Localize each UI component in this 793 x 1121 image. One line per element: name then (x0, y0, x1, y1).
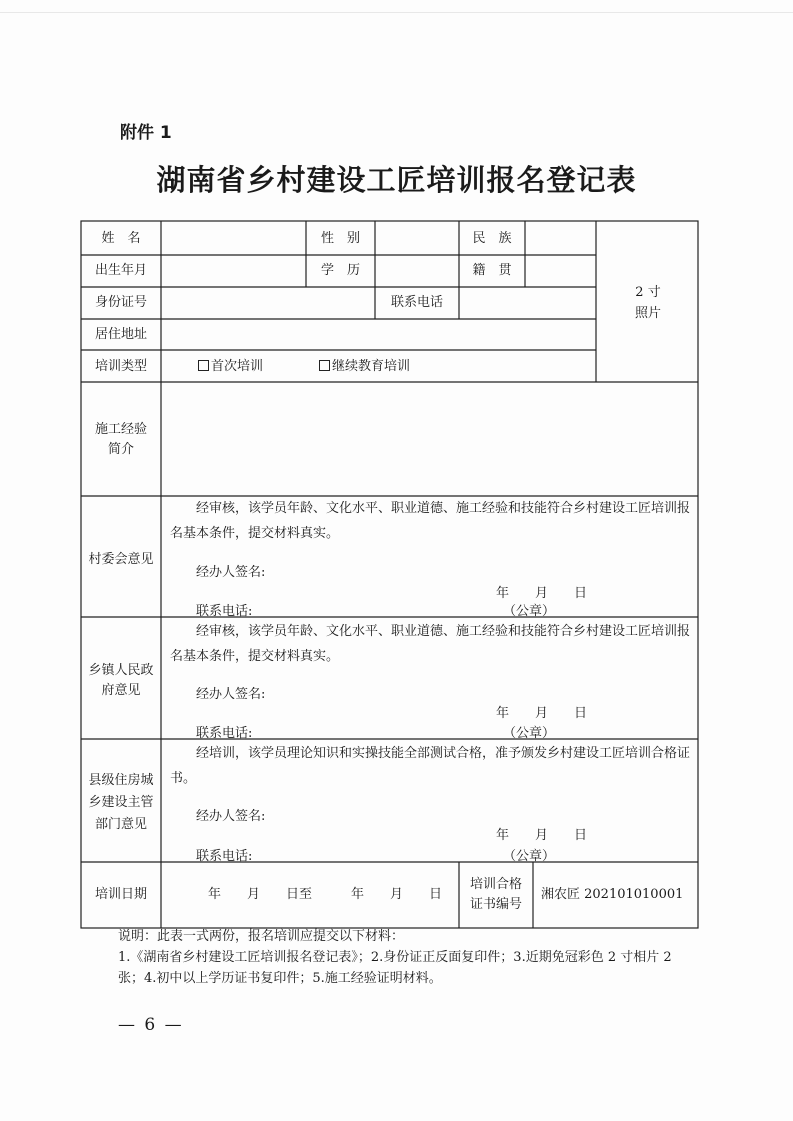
label-training-date: 培训日期 (94, 887, 147, 902)
checkbox-first-training[interactable]: 首次培训 (198, 357, 263, 377)
page-title: 湖南省乡村建设工匠培训报名登记表 (156, 163, 637, 197)
ethnicity-field[interactable] (526, 222, 595, 254)
label-town-opinion: 乡镇人民政 府意见 (88, 663, 154, 699)
label-training-type: 培训类型 (94, 359, 147, 374)
training-period-field[interactable]: 年 月 日至 年 月 日 (208, 887, 443, 902)
address-field[interactable] (162, 320, 595, 349)
label-county-opinion: 县级住房城 乡建设主管 部门意见 (88, 773, 154, 833)
attachment-label: 附件 1 (120, 123, 172, 143)
county-opinion-text: 经培训，该学员理论知识和实操技能全部测试合格，准予颁发乡村建设工匠培训合格证书。 (170, 746, 691, 786)
county-date: 年 月 日 (496, 828, 588, 843)
origin-field[interactable] (526, 256, 595, 286)
label-birth: 出生年月 (94, 263, 147, 278)
phone-field[interactable] (460, 288, 595, 318)
notes (118, 926, 698, 989)
village-phone-label: 联系电话: (196, 604, 253, 619)
county-signer-label: 经办人签名: (196, 809, 266, 824)
checkbox-continuing-training[interactable]: 继续教育培训 (319, 357, 410, 377)
id-number-field[interactable] (162, 288, 374, 318)
town-signer-label: 经办人签名: (196, 687, 266, 702)
cert-number-value: 湘农匠 202101010001 (541, 887, 684, 902)
label-name: 姓 名 (101, 231, 141, 246)
notes-line-2: 1.《湖南省乡村建设工匠培训报名登记表》；2.身份证正反面复印件；3.近期免冠彩色 2 寸相片 2 张；4.初中以上学历证书复印件；5.施工经验证明材料。 (118, 950, 672, 986)
village-signer-label: 经办人签名: (196, 565, 266, 580)
page-number: — 6 — (118, 1015, 184, 1035)
label-phone: 联系电话 (390, 295, 443, 310)
label-ethnicity: 民 族 (472, 231, 512, 246)
label-gender: 性 别 (320, 231, 360, 246)
label-village-opinion: 村委会意见 (88, 552, 154, 567)
checkbox-icon (198, 360, 209, 371)
notes-line-1: 说明：此表一式两份，报名培训应提交以下材料： (118, 929, 405, 944)
photo-placeholder[interactable]: 2 寸 照片 (634, 285, 661, 322)
town-opinion-text: 经审核，该学员年龄、文化水平、职业道德、施工经验和技能符合乡村建设工匠培训报名基本条件，提交材料真实。 (170, 624, 691, 664)
town-phone-label: 联系电话: (196, 726, 253, 741)
village-seal: （公章） (503, 604, 556, 619)
county-seal: （公章） (503, 849, 556, 864)
town-seal: （公章） (503, 726, 556, 741)
label-experience: 施工经验 简介 (94, 422, 147, 458)
checkbox-icon (319, 360, 330, 371)
gender-field[interactable] (376, 222, 458, 254)
village-date: 年 月 日 (496, 586, 588, 601)
town-date: 年 月 日 (496, 706, 588, 721)
name-field[interactable] (162, 222, 305, 254)
label-education: 学 历 (320, 263, 360, 278)
label-origin: 籍 贯 (472, 263, 512, 278)
experience-field[interactable] (162, 383, 697, 495)
label-id-number: 身份证号 (94, 295, 147, 310)
county-phone-label: 联系电话: (196, 849, 253, 864)
label-address: 居住地址 (94, 327, 147, 342)
education-field[interactable] (376, 256, 458, 286)
village-opinion-text: 经审核，该学员年龄、文化水平、职业道德、施工经验和技能符合乡村建设工匠培训报名基本条件，提交材料真实。 (170, 501, 691, 541)
birth-field[interactable] (162, 256, 305, 286)
label-cert-number: 培训合格 证书编号 (469, 877, 522, 912)
